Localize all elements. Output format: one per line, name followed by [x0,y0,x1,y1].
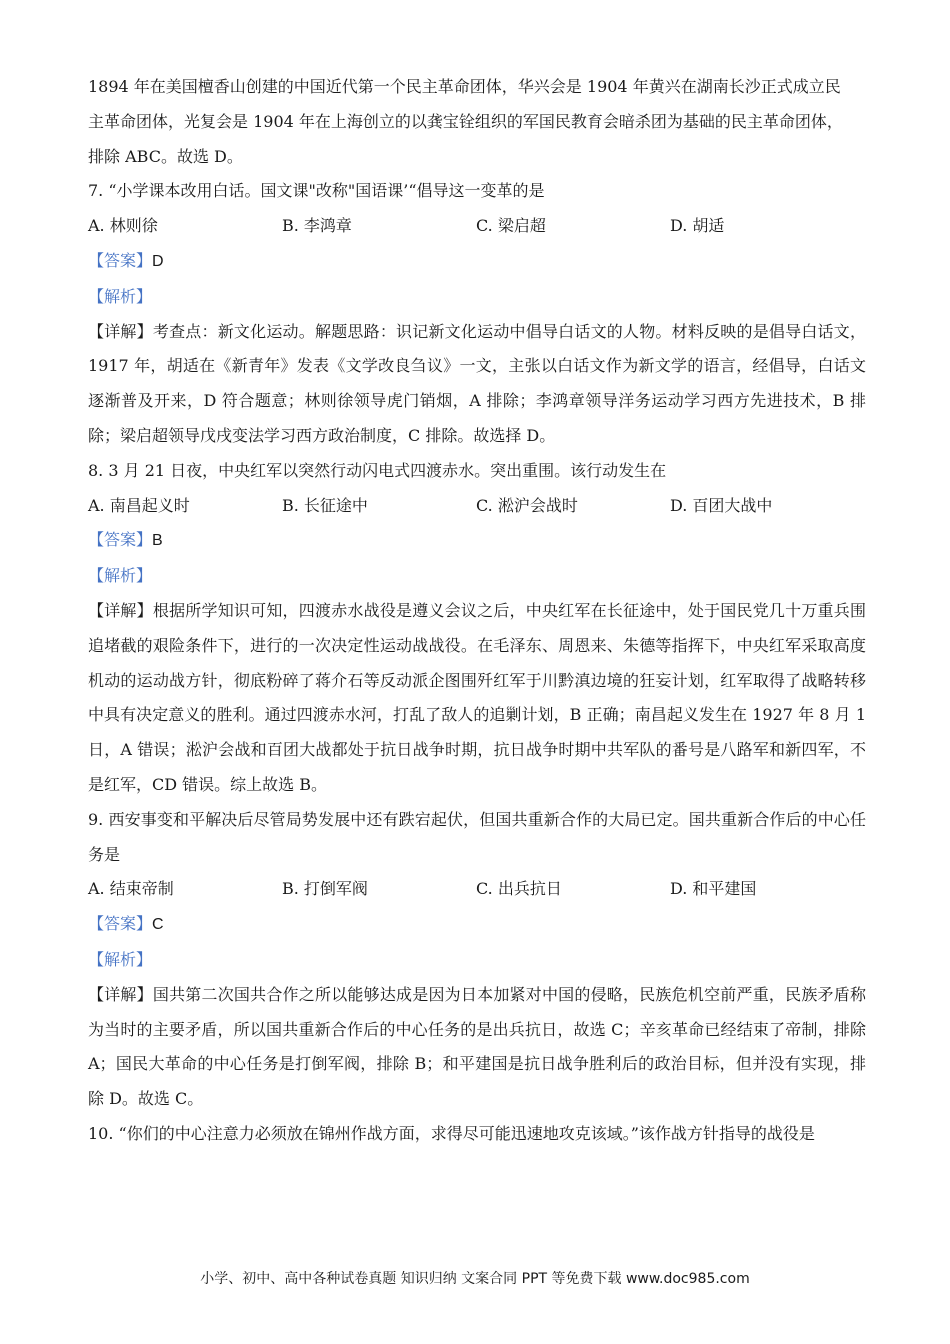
answer-label: 【答案】 [88,530,153,550]
q9-stem: 9. 西安事变和平解决后尽管局势发展中还有跌宕起伏，但国共重新合作的大局已定。国共重新合作后的中心任务是 [88,809,866,864]
intro-line-3: 排除 ABC。故选 D。 [88,146,243,166]
q9-detail-text: 国共第二次国共合作之所以能够达成是因为日本加紧对中国的侵略，民族危机空前严重，民族矛盾称为当时的主要矛盾，所以国共重新合作后的中心任务的是出兵抗日，故选 C；辛亥革命已经结束了帝制，排除 A；国民大革命的中心任务是打倒军阀，排除 B；和平建国是抗日战争胜利后的政治目标，但并没有实现，排除 D。故选 C。 [88,984,866,1109]
question-9 [88,803,866,1117]
question-8 [88,454,866,803]
question-7 [88,174,866,453]
q7-option-c: C. 梁启超 [476,216,546,236]
intro-block [88,70,866,174]
q9-answer: C [152,916,164,934]
q9-answer-line [88,907,866,943]
page-footer: 小学、初中、高中各种试卷真题 知识归纳 文案合同 PPT 等免费下载 www.doc985.com [200,1271,750,1287]
answer-label: 【答案】 [88,250,153,270]
detail-label: 【详解】 [88,984,153,1004]
q9-option-c: C. 出兵抗日 [476,879,562,899]
analysis-label: 【解析】 [88,949,153,969]
q10-stem: 10. “你们的中心注意力必须放在锦州作战方面，求得尽可能迅速地攻克该域。”该作战方针指导的战役是 [88,1123,815,1143]
q8-answer-line [88,523,866,559]
q9-options [88,872,866,907]
q8-option-c: C. 淞沪会战时 [476,495,578,515]
intro-line-1: 1894 年在美国檀香山创建的中国近代第一个民主革命团体，华兴会是 1904 年黄兴在湖南长沙正式成立民 [88,77,841,96]
q8-option-a: A. 南昌起义时 [88,495,190,515]
q9-option-a: A. 结束帝制 [88,879,174,899]
analysis-label: 【解析】 [88,566,153,586]
q8-answer: B [152,532,163,550]
q8-option-b: B. 长征途中 [282,495,368,515]
q9-detail [88,978,866,1117]
question-10 [88,1117,866,1152]
q7-analysis-line [88,280,866,315]
q7-options [88,209,866,244]
q9-option-d: D. 和平建国 [670,879,757,899]
q7-answer: D [152,252,164,270]
q7-option-b: B. 李鸿章 [282,216,352,236]
q8-option-d: D. 百团大战中 [670,495,773,515]
q8-analysis-line [88,559,866,594]
answer-label: 【答案】 [88,914,153,934]
detail-label: 【详解】 [88,600,153,620]
analysis-label: 【解析】 [88,286,153,306]
q8-detail [88,594,866,803]
intro-line-2: 主革命团体，光复会是 1904 年在上海创立的以龚宝铨组织的军国民教育会暗杀团为基础的民主革命团体， [88,111,843,131]
detail-label: 【详解】 [88,321,153,341]
q9-option-b: B. 打倒军阀 [282,879,368,899]
q7-detail [88,315,866,454]
q8-stem: 8. 3 月 21 日夜，中央红军以突然行动闪电式四渡赤水。突出重围。该行动发生在 [88,460,667,480]
q7-answer-line [88,244,866,280]
q7-stem: 7. “小学课本改用白话。国文课"改称"国语课’“倡导这一变革的是 [88,181,545,201]
q8-options [88,489,866,524]
q7-option-d: D. 胡适 [670,216,725,236]
q7-detail-text: 考查点：新文化运动。解题思路：识记新文化运动中倡导白话文的人物。材料反映的是倡导白话文，1917 年，胡适在《新青年》发表《文学改良刍议》一文，主张以白话文作为新文学的语言，经倡导，白话文逐渐普及开来，D 符合题意；林则徐领导虎门销烟，A 排除；李鸿章领导洋务运动学习西方先进技术，B 排除；梁启超领导戊戌变法学习西方政治制度，C 排除。故选择 D。 [88,321,866,445]
q7-option-a: A. 林则徐 [88,216,158,236]
q9-analysis-line [88,943,866,978]
document-page [88,70,866,1152]
q8-detail-text: 根据所学知识可知，四渡赤水战役是遵义会议之后，中央红军在长征途中，处于国民党几十万重兵围追堵截的艰险条件下，进行的一次决定性运动战战役。在毛泽东、周恩来、朱德等指挥下，中央红军采取高度机动的运动战方针，彻底粉碎了蒋介石等反动派企图围歼红军于川黔滇边境的狂妄计划，红军取得了战略转移中具有决定意义的胜利。通过四渡赤水河，打乱了敌人的追剿计划，B 正确；南昌起义发生在 1927 年 8 月 1 日，A 错误；淞沪会战和百团大战都处于抗日战争时期，抗日战争时期中共军队的番号是八路军和新四军，不是红军，CD 错误。综上故选 B。 [88,600,866,794]
